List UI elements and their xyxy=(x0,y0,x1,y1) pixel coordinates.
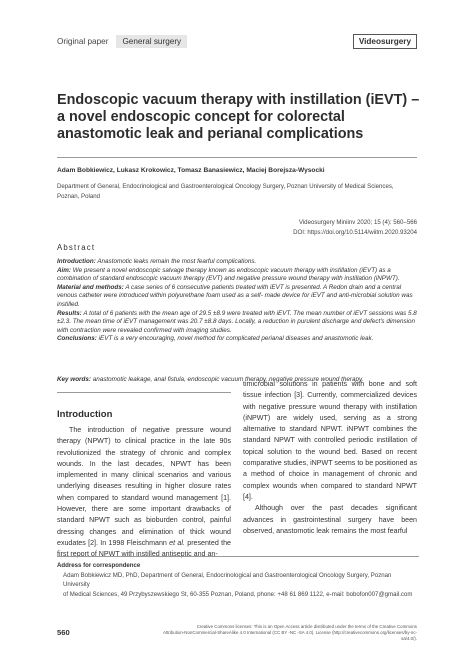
section-tag: General surgery xyxy=(116,35,187,48)
abstract-methods: Material and methods: A case series of 6 consecutive patients treated with iEVT is presented. A Redon drain and a central venous catheter were introduced within polyurethane foam used as a self- made device for iEVT and anti-microbial solution was instilled. xyxy=(57,283,413,308)
keywords-label: Key words: xyxy=(57,376,91,383)
title-divider xyxy=(57,157,417,158)
article-title: Endoscopic vacuum therapy with instillation (iEVT) – a novel endoscopic concept for colorectal anastomotic leak and perianal complications xyxy=(57,92,420,142)
abstract-heading: Abstract xyxy=(57,243,96,252)
citation-doi[interactable]: DOI: https://doi.org/10.5114/wiitm.2020.93204 xyxy=(293,228,417,236)
keywords-text: anastomotic leakage, anal fistula, endoscopic vacuum therapy, negative pressure wound therapy. xyxy=(90,376,364,383)
intro-paragraph: Although over the past decades significant advances in gastrointestinal surgery have been observed, anastomotic leak remains the most fearful xyxy=(243,504,417,535)
abstract-introduction: Introduction: Anastomotic leaks remain the most fearful complications. xyxy=(57,258,257,265)
intro-paragraph: timicrobial solutions in patients with bone and soft tissue infection [3]. Currently, commercialized devices with negative pressure wound therapy with instillation (iNPWT) are widely used, serving as a strong alternative to standard NPWT. iNPWT combines the standard NPWT with controlled periodic instillation of topical solution to the wound bed. Based on recent comparative studies, iNPWT seems to be positioned as a method of choice in management of chronic and complex wounds when compared to standard NPWT [4]. xyxy=(243,380,417,501)
citation-block xyxy=(293,218,417,238)
article-type-header xyxy=(57,35,187,48)
journal-tag: Videosurgery xyxy=(353,34,417,49)
introduction-right-column xyxy=(243,379,417,537)
abstract-results: Results: A total of 6 patients with the mean age of 29.5 ±8.9 were treated with iEVT. The mean number of iEVT sessions was 5.8 ±2.3. The mean time of iEVT management was 20.7 ±8.8 days. Locally, a reduction in purulent discharge and defect's dimension with contraction were revealed confirmed with imaging studies. xyxy=(57,309,417,334)
abstract-conclusions: Conclusions: iEVT is a very encouraging, novel method for complicated perianal diseases and anastomotic leak. xyxy=(57,335,374,343)
correspondence-line: Adam Bobkiewicz MD, PhD, Department of General, Endocrinological and Gastroenterological Oncology Surgery, Poznan University xyxy=(63,572,392,589)
license-notice: Creative Commons licenses: This is an Open Access article distributed under the terms of the Creative Commons Attribution-NonCommercial-ShareAlike 4.0 International (CC BY -NC -SA 4.0). License (http://creativecommons.org/licenses/by-nc-sa/4.0/). xyxy=(163,624,417,642)
correspondence-heading: Address for correspondence xyxy=(57,562,141,569)
author-list: Adam Bobkiewicz, Lukasz Krokowicz, Tomasz Banasiewicz, Maciej Borejsza-Wysocki xyxy=(57,167,325,174)
introduction-heading: Introduction xyxy=(57,409,113,420)
article-type-label: Original paper xyxy=(57,37,109,46)
citation-journal: Videosurgery Miniinv 2020; 15 (4): 560–566 xyxy=(298,219,417,226)
affiliation: Department of General, Endocrinological and Gastroenterological Oncology Surgery, Poznan University of Medical Sciences, Poznan, Poland xyxy=(57,183,394,200)
abstract-aim: Aim: We present a novel endoscopic salvage therapy known as endoscopic vacuum therapy with instillation (iEVT) as a combination of standard endoscopic vacuum therapy (EVT) and negative pressure wound therapy with instillation (iNPWT). xyxy=(57,266,400,283)
abstract-body xyxy=(57,258,419,344)
page-number: 560 xyxy=(57,628,70,637)
abstract-divider xyxy=(57,392,231,393)
correspondence-box xyxy=(57,556,419,599)
correspondence-line: of Medical Sciences, 49 Przybyszewskiego St, 60-355 Poznan, Poland, phone: +48 61 869 1122, e-mail: bobofon007@gmail.com xyxy=(63,590,413,598)
introduction-left-column: The introduction of negative pressure wound therapy (NPWT) to clinical practice in the late 90s revolutionized the strategy of chronic and complex wounds. In the last decades, NPWT has been implemented in many clinical scenarios and various underlying diseases resulting in higher closure rates when compared to standard wound management [1]. However, there are some important drawbacks of standard NPWT such as bioburden control, painful dressing changes and elimination of thick wound exudates [2]. In 1998 Fleischmann et al. presented the first report of NPWT with instilled antiseptic and an- xyxy=(57,426,231,559)
